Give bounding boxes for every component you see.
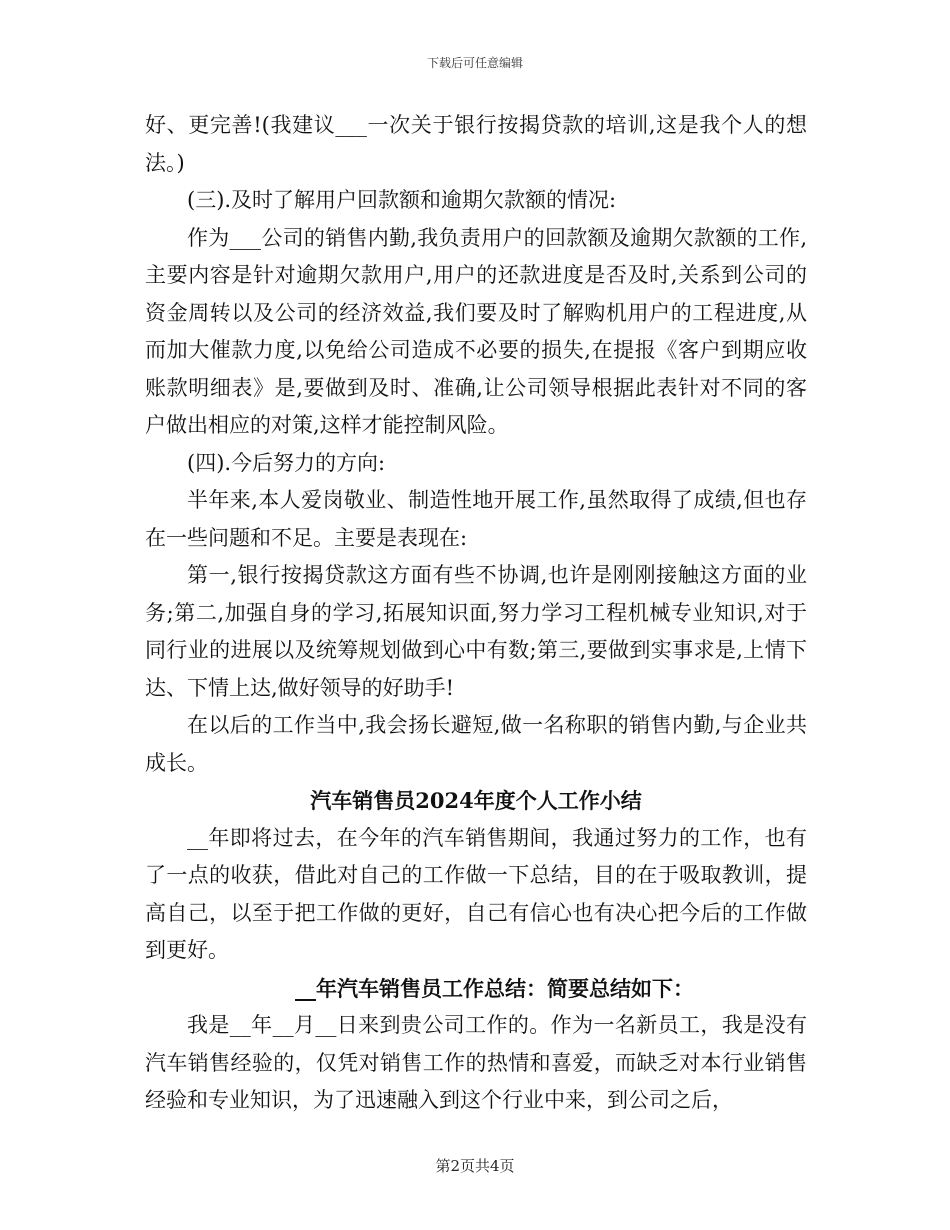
summary-heading: __年汽车销售员工作总结：简要总结如下：	[295, 975, 694, 1001]
paragraph-new-employee: 我是__年__月__日来到贵公司工作的。作为一名新员工，我是没有汽车销售经验的，仅凭对销售工作的热情和喜爱，而缺乏对本行业销售经验和专业知识，为了迅速融入到这个行业中来，到公司之后，	[145, 1013, 807, 1112]
document-body	[145, 107, 807, 1120]
paragraph-training-suggestion: 好、更完善!(我建议___一次关于银行按揭贷款的培训,这是我个人的想法。)	[145, 113, 807, 175]
section-heading-3: (三).及时了解用户回款额和逾期欠款额的情况:	[187, 188, 617, 212]
page-header: 下载后可任意编辑	[426, 56, 523, 70]
document-title: 汽车销售员2024年度个人工作小结	[310, 788, 642, 813]
page-footer: 第2页共4页	[435, 1157, 515, 1175]
paragraph-half-year: 半年来,本人爱岗敬业、制造性地开展工作,虽然取得了成绩,但也存在一些问题和不足。主要是表现在:	[145, 488, 807, 550]
paragraph-receivables: 作为___公司的销售内勤,我负责用户的回款额及逾期欠款额的工作,主要内容是针对逾期欠款用户,用户的还款进度是否及时,关系到公司的资金周转以及公司的经济效益,我们要及时了解购机用户的工程进度,从而加大催款力度,以免给公司造成不必要的损失,在提报《客户到期应收账款明细表》是,要做到及时、准确,让公司领导根据此表针对不同的客户做出相应的对策,这样才能控制风险。	[145, 225, 807, 437]
section-heading-4: (四).今后努力的方向:	[187, 450, 386, 475]
paragraph-intro: __年即将过去，在今年的汽车销售期间，我通过努力的工作，也有了一点的收获，借此对自己的工作做一下总结，目的在于吸取教训，提高自己，以至于把工作做的更好，自己有信心也有决心把今后的工作做到更好。	[145, 825, 807, 962]
paragraph-future: 在以后的工作当中,我会扬长避短,做一名称职的销售内勤,与企业共成长。	[145, 713, 807, 775]
paragraph-improvements: 第一,银行按揭贷款这方面有些不协调,也许是刚刚接触这方面的业务;第二,加强自身的学习,拓展知识面,努力学习工程机械专业知识,对于同行业的进展以及统筹规划做到心中有数;第三,要做到实事求是,上情下达、下情上达,做好领导的好助手!	[145, 563, 807, 700]
